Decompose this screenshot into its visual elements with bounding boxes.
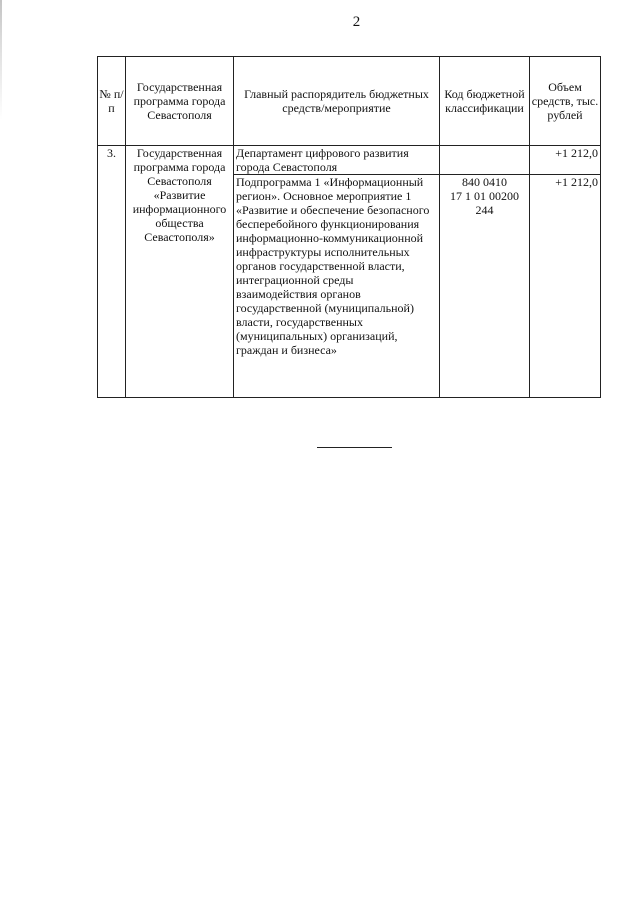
scan-edge-mark <box>0 0 2 905</box>
table-row <box>98 146 601 175</box>
row-program: Государственная программа города Севастополя «Развитие информационного общества Севастополя» <box>126 146 234 398</box>
footer-rule <box>317 447 392 448</box>
row-dept-volume: +1 212,0 <box>530 146 601 175</box>
table-header-row <box>98 57 601 146</box>
header-code: Код бюджетной классификации <box>440 57 530 146</box>
header-num: № п/п <box>98 57 126 146</box>
code-line-3: 244 <box>475 203 494 217</box>
row-event-text: Подпрограмма 1 «Информационный регион». Основное мероприятие 1 «Развитие и обеспечение безопасного бесперебойного функционирования информационно-коммуникационной инфраструктуры исполнительных органов государственной власти, интеграционной среды взаимодействия органов государственной (муниципальной) власти, государственных (муниципальных) организаций, граждан и бизнеса» <box>234 175 440 398</box>
page-number: 2 <box>352 14 361 30</box>
row-dept-line: Департамент цифрового развития города Севастополя <box>234 146 440 175</box>
header-dept: Главный распорядитель бюджетных средств/мероприятие <box>234 57 440 146</box>
header-program: Государственная программа города Севастополя <box>126 57 234 146</box>
row-dept-code <box>440 146 530 175</box>
row-event-code <box>440 175 530 398</box>
row-event-volume: +1 212,0 <box>530 175 601 398</box>
code-line-2: 17 1 01 00200 <box>450 189 519 203</box>
row-num: 3. <box>98 146 126 398</box>
header-volume: Объем средств, тыс. рублей <box>530 57 601 146</box>
budget-table <box>97 56 601 398</box>
code-line-1: 840 0410 <box>462 175 507 189</box>
